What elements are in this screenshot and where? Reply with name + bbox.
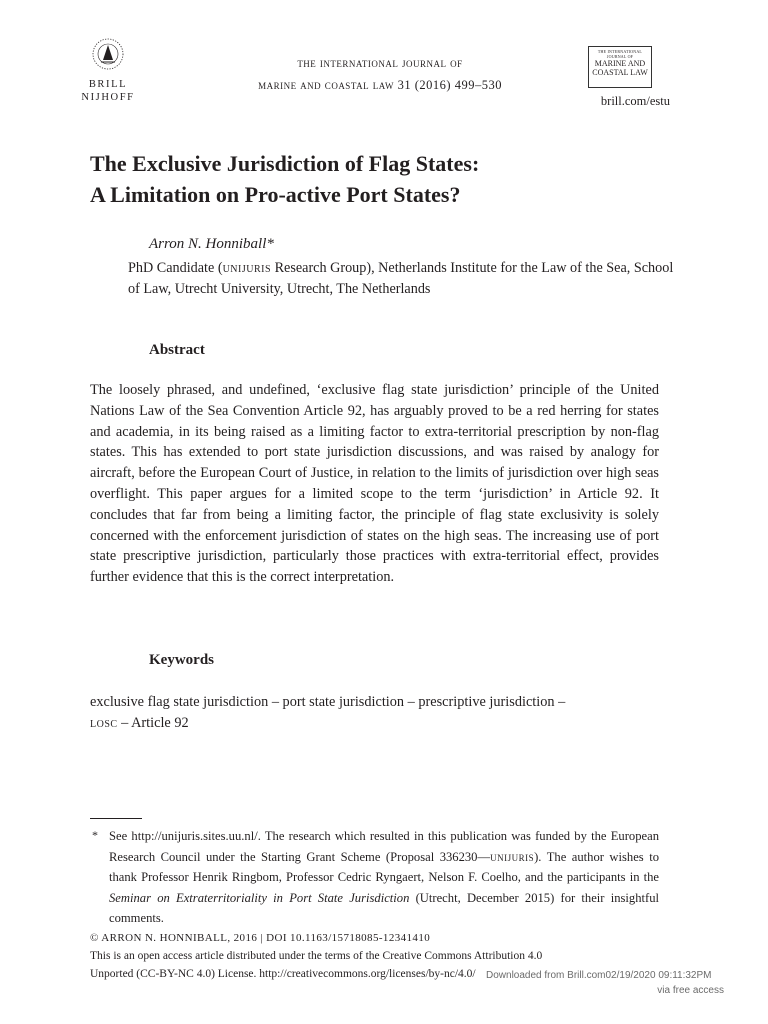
footnote-mark: * bbox=[92, 828, 98, 842]
abstract-text: The loosely phrased, and undefined, ‘exclusive flag state jurisdiction’ principle of the United Nations Law of the Sea Convention Article 92, has arguably proved to be a red herring for states and academia, in its being raised as a limiting factor to extra-territorial prescription by non-flag states. This has extended to port state jurisdiction discussions, and was raised by analogy for aircraft, before the European Court of Justice, in relation to the limits of jurisdiction over high seas overflight. This paper argues for a limited scope to the term ‘jurisdiction’ in Article 92. It concludes that far from being a limiting factor, the principle of flag state exclusivity is solely concerned with the enforcement jurisdiction of states on the high seas. The increasing use of port state prescriptive jurisdiction, particularly those practices with extra-territorial effect, provides further evidence that this is the correct interpretation. bbox=[90, 382, 659, 586]
title-line-1: The Exclusive Jurisdiction of Flag States: bbox=[90, 151, 480, 176]
access-stamp: via free access bbox=[657, 985, 724, 996]
journal-volume: marine and coastal law 31 (2016) 499–530 bbox=[258, 78, 502, 92]
download-stamp: Downloaded from Brill.com02/19/2020 09:11:32PM bbox=[486, 970, 712, 981]
footnote-part-b: ). The author wishes to thank Professor Henrik Ringbom, Professor Cedric Ryngaert, Nelson F. Coelho, and the participants in the bbox=[109, 849, 659, 884]
brill-seal-icon bbox=[91, 36, 125, 76]
publisher-brill: BRILL bbox=[88, 79, 128, 90]
keyword-losc: losc bbox=[90, 714, 118, 731]
journal-url[interactable]: brill.com/estu bbox=[600, 94, 670, 108]
footnote-part-a: See http://unijuris.sites.uu.nl/. The research which resulted in this publication was funded by the European Research Council under the Starting Grant Scheme (Proposal 336230— bbox=[109, 829, 659, 864]
keywords-line-2: – Article 92 bbox=[117, 714, 189, 731]
title-line-2: A Limitation on Pro-active Port States? bbox=[90, 182, 461, 207]
brill-nijhoff-logo bbox=[80, 36, 136, 104]
affil-unijuris: unijuris bbox=[222, 260, 272, 276]
keywords-text bbox=[90, 692, 659, 734]
journal-title: the international journal of bbox=[297, 56, 463, 70]
footnote-unijuris: unijuris bbox=[490, 849, 535, 864]
article-title bbox=[90, 148, 690, 210]
abstract-heading: Abstract bbox=[149, 342, 205, 358]
keywords-heading: Keywords bbox=[149, 652, 214, 668]
publisher-nijhoff: NIJHOFF bbox=[81, 92, 135, 103]
footnote-part-c: (Utrecht, December 2015) for their insightful comments. bbox=[109, 890, 659, 925]
copyright-line: © ARRON N. HONNIBALL, 2016 | DOI 10.1163/15718085-12341410 bbox=[90, 932, 431, 944]
journal-header bbox=[160, 52, 600, 96]
footnote-seminar-title: Seminar on Extraterritoriality in Port State Jurisdiction bbox=[109, 890, 410, 905]
author-affiliation bbox=[128, 258, 688, 300]
journal-cover-thumbnail bbox=[588, 46, 652, 88]
cover-title: MARINE AND COASTAL LAW bbox=[592, 59, 648, 77]
keywords-line-1: exclusive flag state jurisdiction – port state jurisdiction – prescriptive jurisdiction – bbox=[90, 694, 566, 710]
cover-tiny-text: THE INTERNATIONAL JOURNAL OF bbox=[597, 49, 643, 59]
footnote-divider bbox=[90, 818, 142, 819]
affil-pre: PhD Candidate ( bbox=[128, 260, 223, 276]
author-name: Arron N. Honniball* bbox=[149, 236, 274, 252]
license-text: This is an open access article distributed under the terms of the Creative Commons Attribution 4.0 Unported (CC-BY-NC 4.0) License. http://creativecommons.org/licenses/by-nc/4.0/ bbox=[90, 950, 543, 980]
footnote-text bbox=[109, 826, 659, 929]
affil-post: Research Group), Netherlands Institute for the Law of the Sea, School of Law, Utrecht University, Utrecht, The Netherlands bbox=[128, 260, 674, 297]
